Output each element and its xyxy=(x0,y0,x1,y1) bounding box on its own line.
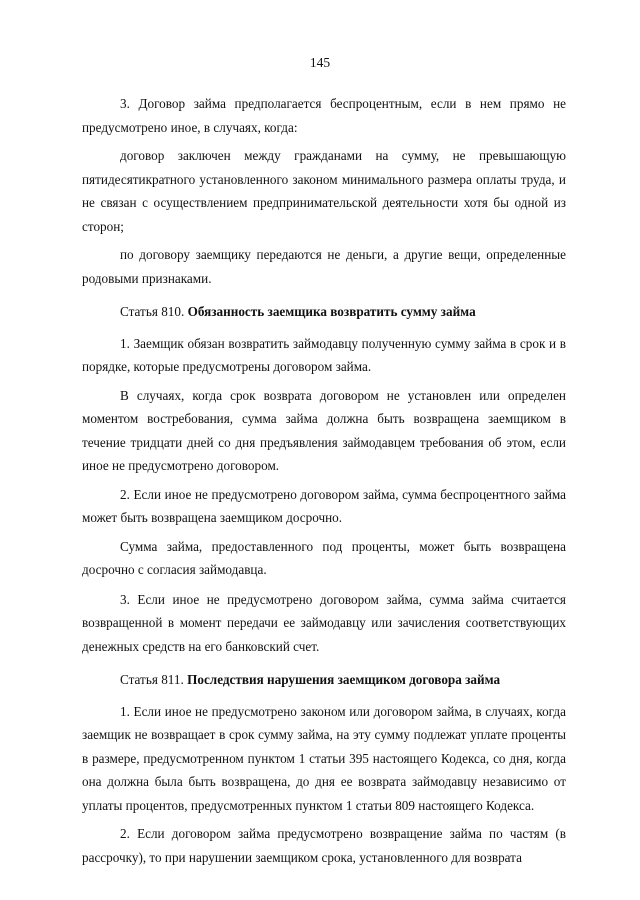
article-811-prefix: Статья 811. xyxy=(120,672,188,687)
paragraph-generic-things: по договору заемщику передаются не деньги, а другие вещи, определенные родовыми признаками. xyxy=(82,247,566,286)
article-811-title: Последствия нарушения заемщиком договора займа xyxy=(187,672,501,687)
article-810-title: Обязанность заемщика возвратить сумму займа xyxy=(187,304,476,319)
article-810-prefix: Статья 810. xyxy=(120,304,188,319)
article-810-paragraph-4: Сумма займа, предоставленного под проценты, может быть возвращена досрочно с согласия займодавца. xyxy=(82,538,566,577)
article-811-heading xyxy=(82,668,566,692)
text-block xyxy=(82,92,566,874)
article-810-paragraph-3: 2. Если иное не предусмотрено договором займа, сумма беспроцентного займа может быть возвращена заемщиком досрочно. xyxy=(82,486,566,525)
article-811-paragraph-2: 2. Если договором займа предусмотрено возвращение займа по частям (в рассрочку), то при нарушении заемщиком срока, установленного для возврата xyxy=(82,826,566,865)
article-810-paragraph-5: 3. Если иное не предусмотрено договором займа, сумма займа считается возвращенной в момент передачи ее займодавцу или зачисления соответствующих денежных средств на его банковский счет. xyxy=(82,591,566,654)
article-810-paragraph-1: 1. Заемщик обязан возвратить займодавцу полученную сумму займа в срок и в порядке, которые предусмотрены договором займа. xyxy=(82,335,566,374)
article-811-paragraph-1: 1. Если иное не предусмотрено законом или договором займа, в случаях, когда заемщик не возвращает в срок сумму займа, на эту сумму подлежат уплате проценты в размере, предусмотренном пунктом 1 статьи 395 настоящего Кодекса, со дня, когда она должна была быть возвращена, до дня ее возврата займодавцу независимо от уплаты процентов, предусмотренных пунктом 1 статьи 809 настоящего Кодекса. xyxy=(82,703,566,813)
paragraph-citizens-agreement: договор заключен между гражданами на сумму, не превышающую пятидесятикратного установленного законом минимального размера оплаты труда, и не связан с осуществлением предпринимательской деятельности хотя бы одной из сторон; xyxy=(82,148,566,234)
article-810-paragraph-2: В случаях, когда срок возврата договором не установлен или определен моментом востребования, сумма займа должна быть возвращена заемщиком в течение тридцати дней со дня предъявления займодавцем требования об этом, если иное не предусмотрено договором. xyxy=(82,387,566,473)
article-810-heading xyxy=(82,300,566,324)
paragraph-loan-interest-free: 3. Договор займа предполагается беспроцентным, если в нем прямо не предусмотрено иное, в случаях, когда: xyxy=(82,96,566,135)
page-number: 145 xyxy=(309,55,331,70)
